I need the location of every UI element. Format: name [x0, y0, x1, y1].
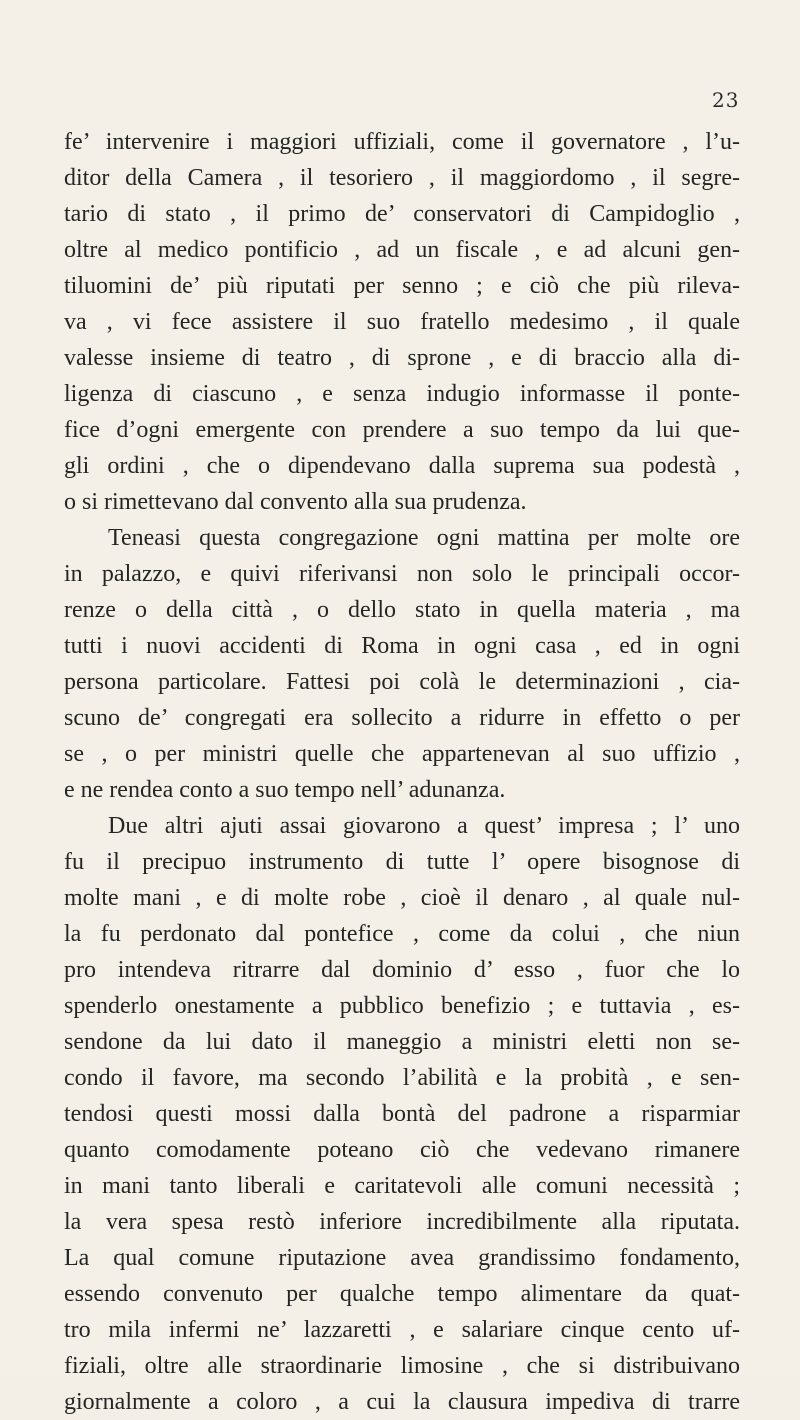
body-text: [64, 124, 740, 1420]
text-line: fiziali, oltre alle straordinarie limosine , che si distribuivano: [64, 1353, 740, 1379]
text-line: ligenza di ciascuno , e senza indugio informasse il ponte-: [64, 381, 740, 407]
text-line: spenderlo onestamente a pubblico benefizio ; e tuttavia , es-: [64, 993, 740, 1019]
text-line: va , vi fece assistere il suo fratello medesimo , il quale: [64, 309, 740, 335]
text-line: pro intendeva ritrarre dal dominio d’ esso , fuor che lo: [64, 957, 740, 983]
text-line: tario di stato , il primo de’ conservatori di Campidoglio ,: [64, 201, 740, 227]
page-number: 23: [712, 88, 740, 112]
text-line: renze o della città , o dello stato in quella materia , ma: [64, 597, 740, 623]
text-line: scuno de’ congregati era sollecito a ridurre in effetto o per: [64, 705, 740, 731]
text-line: La qual comune riputazione avea grandissimo fondamento,: [64, 1245, 740, 1271]
text-line: valesse insieme di teatro , di sprone , e di braccio alla di-: [64, 345, 740, 371]
text-line: quanto comodamente poteano ciò che vedevano rimanere: [64, 1137, 740, 1163]
text-line: persona particolare. Fattesi poi colà le determinazioni , cia-: [64, 669, 740, 695]
text-line: ditor della Camera , il tesoriero , il maggiordomo , il segre-: [64, 165, 740, 191]
paragraph-end-line: o si rimettevano dal convento alla sua prudenza.: [64, 489, 527, 515]
text-line: tro mila infermi ne’ lazzaretti , e salariare cinque cento uf-: [64, 1317, 740, 1343]
text-line: giornalmente a coloro , a cui la clausura impediva di trarre: [64, 1389, 740, 1415]
paragraph-start-line: Teneasi questa congregazione ogni mattina per molte ore: [108, 525, 740, 551]
paragraph-end-line: e ne rendea conto a suo tempo nell’ adunanza.: [64, 777, 506, 803]
text-line: fu il precipuo instrumento di tutte l’ opere bisognose di: [64, 849, 740, 875]
text-line: sendone da lui dato il maneggio a ministri eletti non se-: [64, 1029, 740, 1055]
text-line: tendosi questi mossi dalla bontà del padrone a risparmiar: [64, 1101, 740, 1127]
text-line: tutti i nuovi accidenti di Roma in ogni casa , ed in ogni: [64, 633, 740, 659]
text-line: molte mani , e di molte robe , cioè il denaro , al quale nul-: [64, 885, 740, 911]
text-line: fe’ intervenire i maggiori uffiziali, come il governatore , l’u-: [64, 129, 740, 155]
paragraph-start-line: Due altri ajuti assai giovarono a quest’ impresa ; l’ uno: [108, 813, 740, 839]
text-line: in palazzo, e quivi riferivansi non solo le principali occor-: [64, 561, 740, 587]
text-line: gli ordini , che o dipendevano dalla suprema sua podestà ,: [64, 453, 740, 479]
text-line: la vera spesa restò inferiore incredibilmente alla riputata.: [64, 1209, 740, 1235]
text-line: tiluomini de’ più riputati per senno ; e ciò che più rileva-: [64, 273, 740, 299]
text-line: in mani tanto liberali e caritatevoli alle comuni necessità ;: [64, 1173, 740, 1199]
text-line: la fu perdonato dal pontefice , come da colui , che niun: [64, 921, 740, 947]
text-line: oltre al medico pontificio , ad un fiscale , e ad alcuni gen-: [64, 237, 740, 263]
text-line: fice d’ogni emergente con prendere a suo tempo da lui que-: [64, 417, 740, 443]
text-line: se , o per ministri quelle che appartenevan al suo uffizio ,: [64, 741, 740, 767]
text-line: essendo convenuto per qualche tempo alimentare da quat-: [64, 1281, 740, 1307]
text-line: condo il favore, ma secondo l’abilità e la probità , e sen-: [64, 1065, 740, 1091]
